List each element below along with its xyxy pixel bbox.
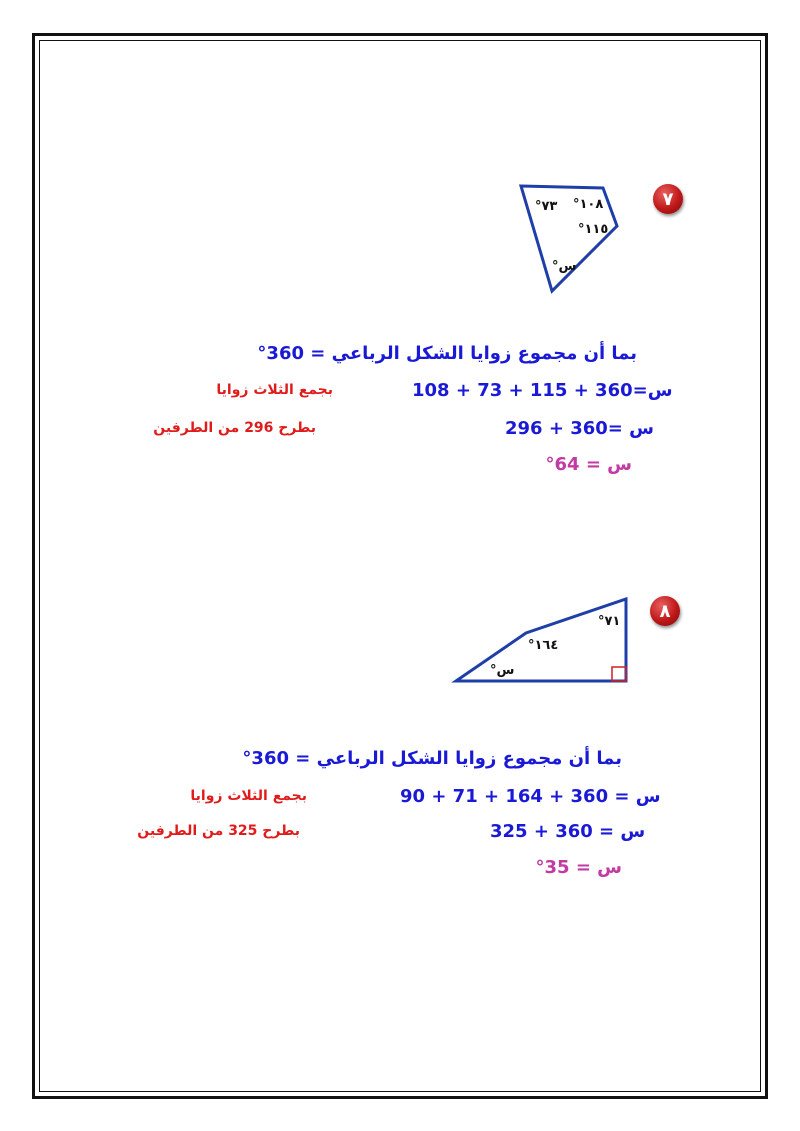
problem-8-right-angle-marker bbox=[612, 667, 626, 681]
problem-8-number: ٨ bbox=[659, 600, 671, 622]
problem-8-statement: بما أن مجموع زوايا الشكل الرباعي = 360° bbox=[242, 748, 622, 769]
problem-7-angle-108: °١٠٨ bbox=[573, 197, 604, 212]
problem-8-angle-x: °س bbox=[490, 663, 515, 678]
problem-7-quadrilateral-figure bbox=[515, 182, 625, 297]
problem-7-angle-x: °س bbox=[552, 259, 577, 274]
problem-7-step1-note: بجمع الثلاث زوايا bbox=[216, 382, 333, 398]
problem-7-number: ٧ bbox=[662, 188, 674, 210]
problem-8-angle-164: °١٦٤ bbox=[528, 638, 559, 653]
problem-8-angle-71: °٧١ bbox=[598, 614, 621, 629]
problem-8-step2-equation: 325 + س = 360 bbox=[490, 821, 646, 842]
problem-7-statement: بما أن مجموع زوايا الشكل الرباعي = 360° bbox=[257, 343, 637, 364]
problem-8-step1-note: بجمع الثلاث زوايا bbox=[190, 788, 307, 804]
problem-8-step2-note: بطرح 325 من الطرفين bbox=[137, 823, 300, 839]
problem-8-quadrilateral-figure bbox=[450, 595, 632, 687]
problem-7-angle-73: °٧٣ bbox=[535, 199, 558, 214]
problem-7-angle-115: °١١٥ bbox=[578, 222, 609, 237]
problem-8-result: س = 35° bbox=[535, 857, 622, 878]
problem-7-step2-equation: 296 + س =360 bbox=[505, 418, 654, 439]
problem-7-number-badge bbox=[653, 184, 683, 214]
problem-8-step1-equation: 90 + 71 + 164 + س = 360 bbox=[400, 786, 661, 807]
problem-8-number-badge bbox=[650, 596, 680, 626]
problem-7-step1-equation: 108 + 73 + 115 + س=360 bbox=[412, 380, 673, 401]
problem-7-step2-note: بطرح 296 من الطرفين bbox=[153, 420, 316, 436]
problem-7-result: س = 64° bbox=[545, 454, 632, 475]
